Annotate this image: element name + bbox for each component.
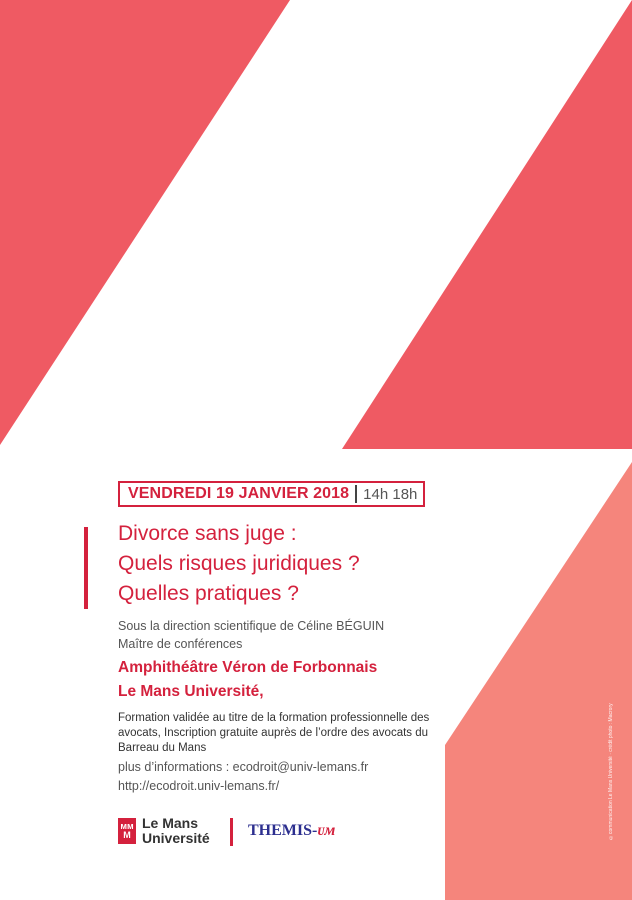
themis-main: THEMIS- — [248, 822, 318, 839]
event-time: 14h 18h — [363, 485, 418, 503]
event-date-box — [118, 481, 425, 507]
contact-info — [118, 758, 368, 796]
title-line-2: Quels risques juridiques ? — [118, 552, 360, 575]
contact-email-line[interactable]: plus d’informations : ecodroit@univ-lemans.fr — [118, 760, 369, 774]
contact-url[interactable]: http://ecodroit.univ-lemans.fr/ — [118, 779, 280, 793]
direction-line-2: Maître de conférences — [118, 637, 243, 651]
scientific-direction — [118, 617, 384, 653]
event-date: VENDREDI 19 JANVIER 2018 — [128, 485, 350, 502]
photo-credit: ©communication Le Mans Université · crédit photo : Macrory — [608, 703, 614, 840]
um-line-1: Le Mans — [142, 815, 199, 831]
venue-line-2: Le Mans Université, — [118, 683, 264, 700]
venue — [118, 656, 377, 704]
title-line-1: Divorce sans juge : — [118, 522, 297, 545]
event-title — [118, 519, 360, 609]
themis-logo — [248, 822, 335, 840]
um-wordmark — [142, 816, 210, 846]
top-left-red-shape — [0, 0, 290, 445]
training-info: Formation validée au titre de la formation professionnelle des avocats, Inscription gratuite auprès de l’ordre des avocats du Barreau du Mans — [118, 712, 430, 754]
le-mans-universite-logo — [118, 816, 210, 846]
logo-separator — [230, 818, 233, 846]
um-badge-icon — [118, 818, 136, 844]
title-accent-bar — [84, 527, 88, 609]
right-red-shape — [342, 0, 632, 449]
direction-line-1: Sous la direction scientifique de Céline BÉGUIN — [118, 619, 385, 633]
date-separator — [355, 485, 357, 503]
um-line-2: Université — [142, 830, 210, 846]
title-line-3: Quelles pratiques ? — [118, 582, 299, 605]
um-badge-top: ᴍᴍ — [120, 821, 134, 831]
themis-suffix: ᴜм — [317, 822, 336, 839]
bottom-right-salmon-shape — [445, 462, 632, 900]
venue-line-1: Amphithéâtre Véron de Forbonnais — [118, 659, 378, 676]
um-badge-bottom: M — [123, 830, 131, 840]
